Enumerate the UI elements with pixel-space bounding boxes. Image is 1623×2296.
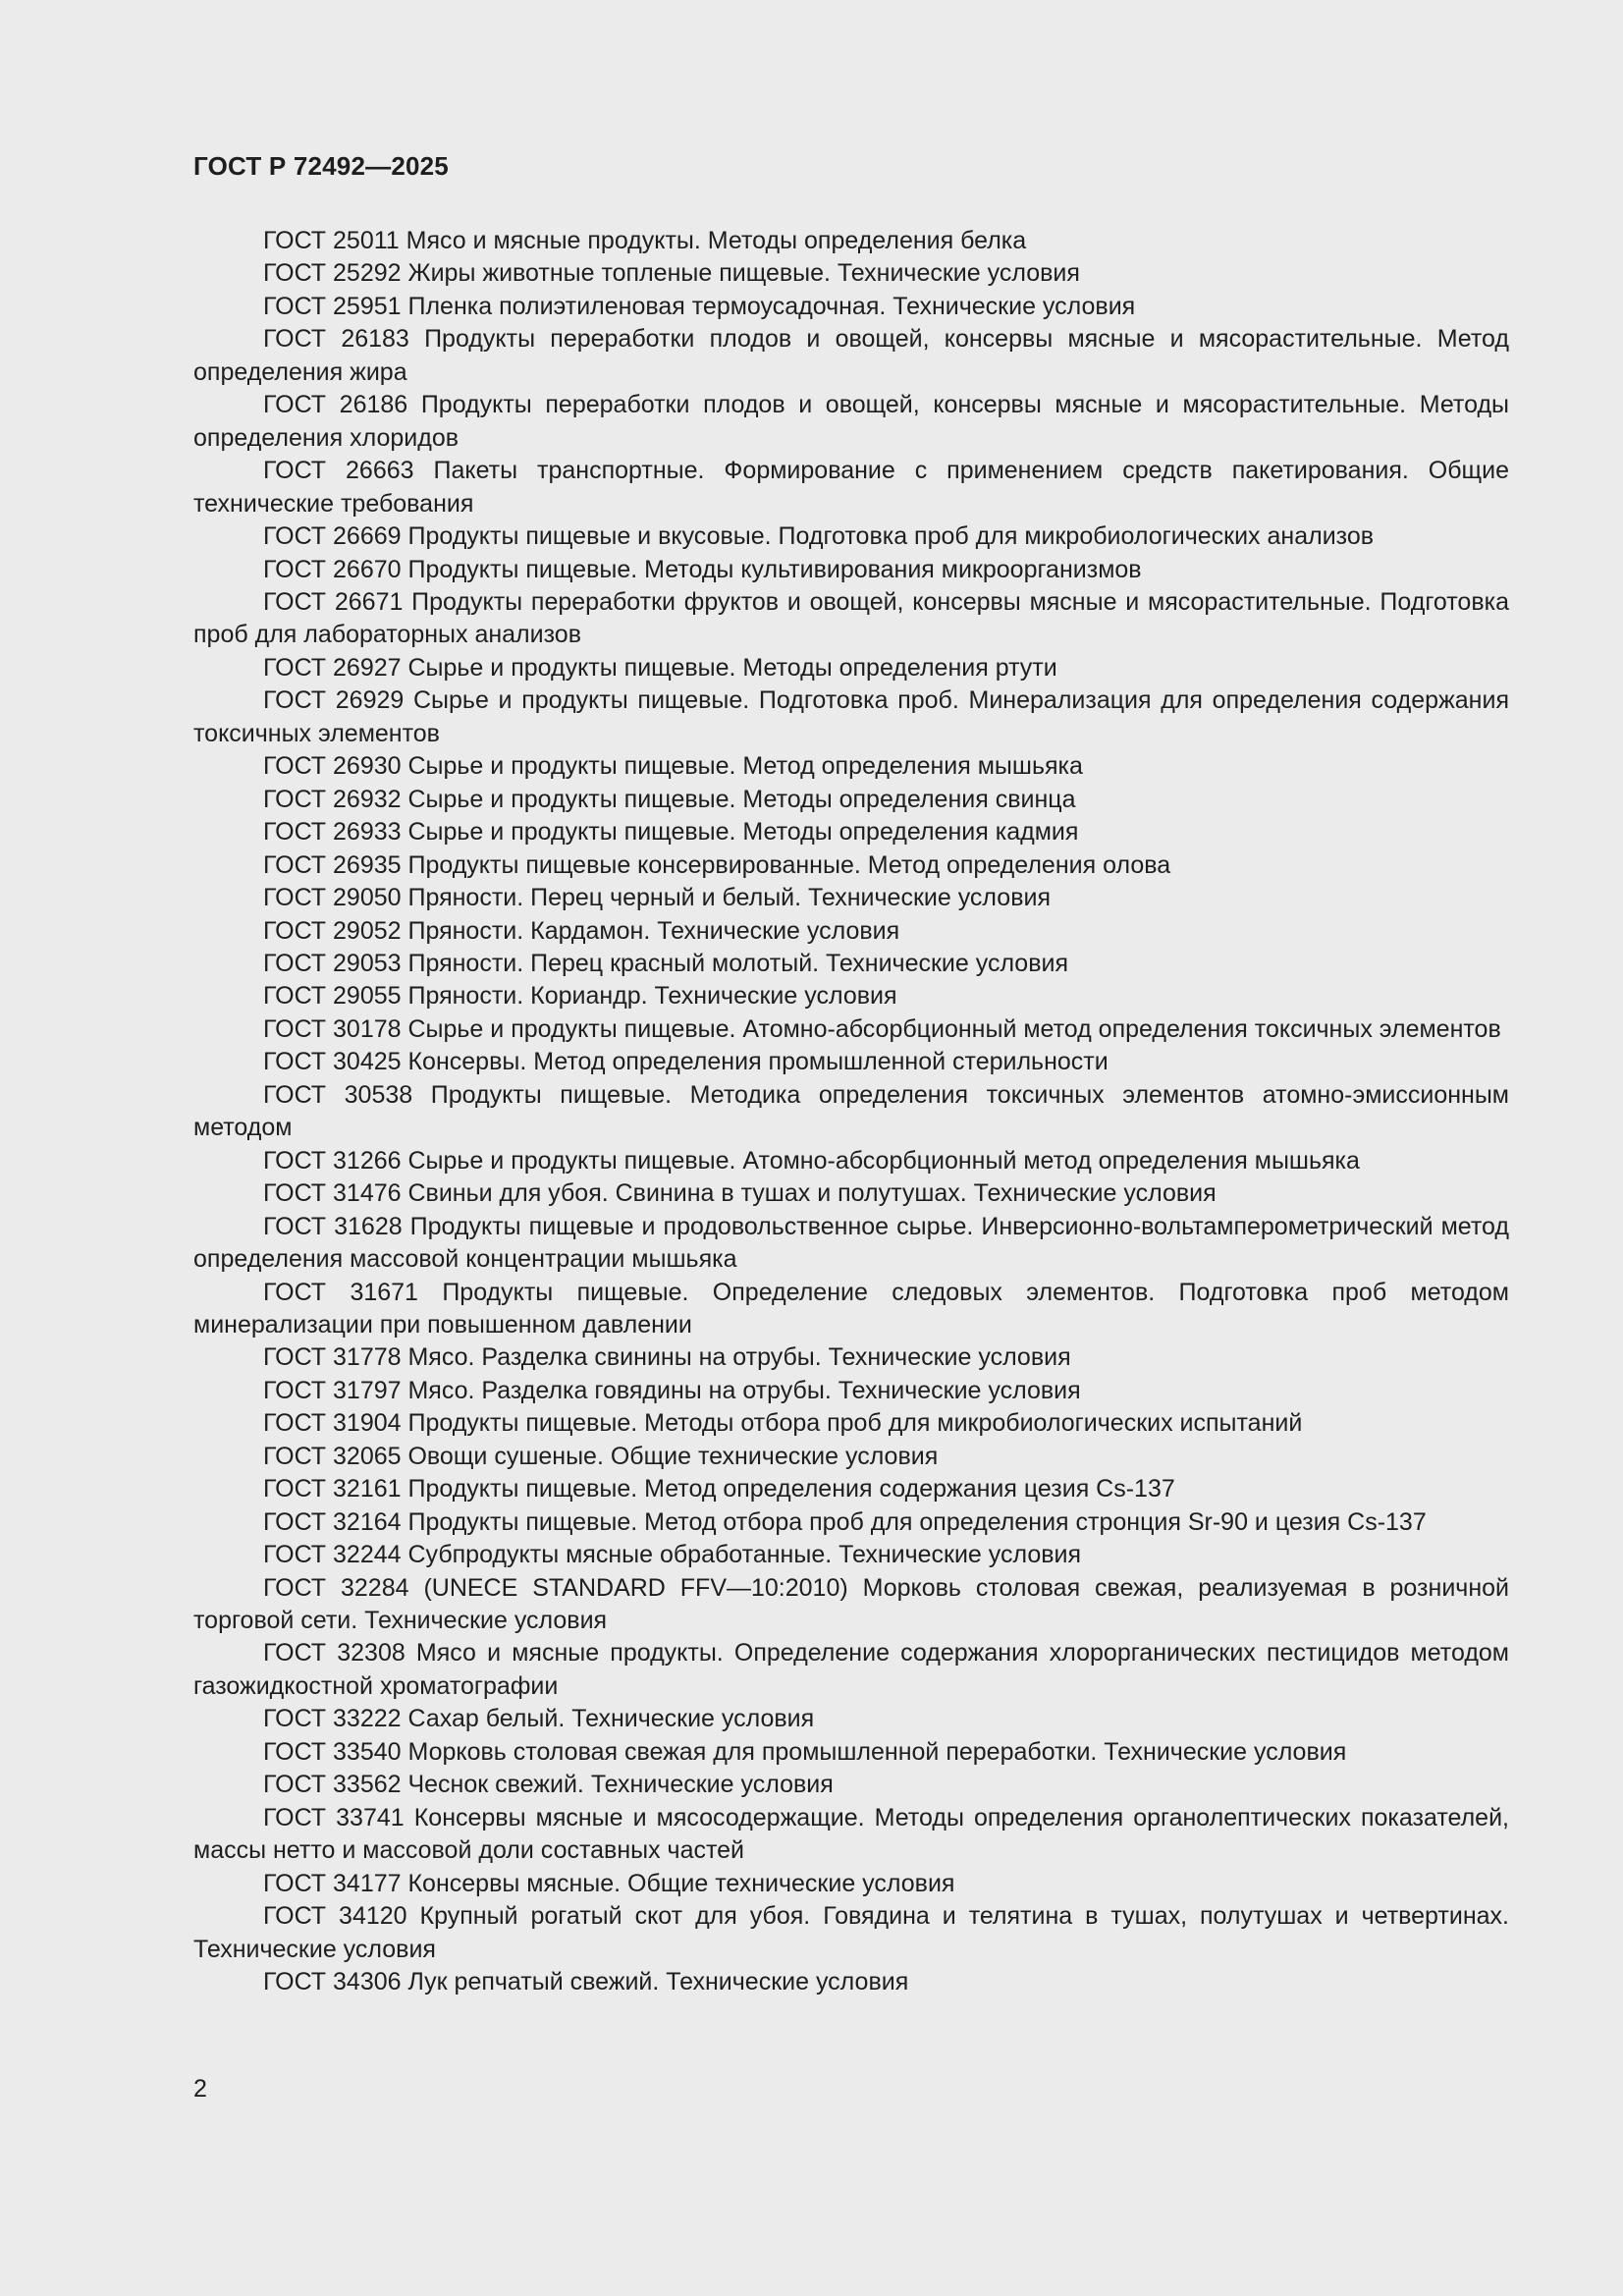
reference-item: ГОСТ 26186 Продукты переработки плодов и овощей, консервы мясные и мясорастительные. Методы определения хлоридов (193, 391, 1509, 452)
reference-item: ГОСТ 32164 Продукты пищевые. Метод отбора проб для определения стронция Sr-90 и цезия Cs-137 (263, 1507, 1427, 1536)
reference-item: ГОСТ 26663 Пакеты транспортные. Формирование с применением средств пакетирования. Общие технические требования (193, 457, 1509, 518)
reference-item: ГОСТ 30178 Сырье и продукты пищевые. Атомно-абсорбционный метод определения токсичных элементов (263, 1014, 1501, 1043)
reference-item: ГОСТ 32308 Мясо и мясные продукты. Определение содержания хлорорганических пестицидов методом газожидкостной хроматографии (193, 1639, 1509, 1700)
reference-item: ГОСТ 26933 Сырье и продукты пищевые. Методы определения кадмия (263, 818, 1079, 847)
reference-item: ГОСТ 33222 Сахар белый. Технические условия (263, 1705, 815, 1733)
reference-item: ГОСТ 31671 Продукты пищевые. Определение следовых элементов. Подготовка проб методом минерализации при повышенном давлении (193, 1278, 1509, 1339)
reference-item: ГОСТ 33540 Морковь столовая свежая для промышленной переработки. Технические условия (263, 1737, 1347, 1766)
reference-item: ГОСТ 26671 Продукты переработки фруктов и овощей, консервы мясные и мясорастительные. Подготовка проб для лабораторных анализов (193, 587, 1509, 649)
reference-item: ГОСТ 32284 (UNECE STANDARD FFV—10:2010) Морковь столовая свежая, реализуемая в розничной торговой сети. Технические условия (193, 1573, 1509, 1635)
reference-item: ГОСТ 32161 Продукты пищевые. Метод определения содержания цезия Cs-137 (263, 1475, 1175, 1503)
page-number: 2 (193, 2075, 207, 2103)
reference-item: ГОСТ 26929 Сырье и продукты пищевые. Подготовка проб. Минерализация для определения содержания токсичных элементов (193, 686, 1509, 747)
document-header-standard-id: ГОСТ Р 72492—2025 (193, 151, 449, 181)
reference-item: ГОСТ 31266 Сырье и продукты пищевые. Атомно-абсорбционный метод определения мышьяка (263, 1146, 1360, 1175)
reference-item: ГОСТ 26927 Сырье и продукты пищевые. Методы определения ртути (263, 653, 1057, 682)
reference-item: ГОСТ 25011 Мясо и мясные продукты. Методы определения белка (263, 227, 1027, 254)
reference-item: ГОСТ 31628 Продукты пищевые и продовольственное сырье. Инверсионно-вольтамперометрический метод определения массовой концентрации мышьяка (193, 1212, 1509, 1274)
normative-references-list (193, 225, 1509, 1998)
reference-item: ГОСТ 30538 Продукты пищевые. Методика определения токсичных элементов атомно-эмиссионным методом (193, 1080, 1509, 1142)
reference-item: ГОСТ 31476 Свиньи для убоя. Свинина в тушах и полутушах. Технические условия (263, 1179, 1217, 1208)
reference-item: ГОСТ 25292 Жиры животные топленые пищевые. Технические условия (263, 259, 1080, 288)
reference-item: ГОСТ 34306 Лук репчатый свежий. Технические условия (263, 1968, 909, 1996)
reference-item: ГОСТ 29052 Пряности. Кардамон. Технические условия (263, 916, 900, 945)
reference-item: ГОСТ 29050 Пряности. Перец черный и белый. Технические условия (263, 884, 1051, 912)
reference-item: ГОСТ 34177 Консервы мясные. Общие технические условия (263, 1869, 955, 1897)
reference-item: ГОСТ 31797 Мясо. Разделка говядины на отрубы. Технические условия (263, 1376, 1081, 1404)
reference-item: ГОСТ 29055 Пряности. Кориандр. Технические условия (263, 982, 897, 1011)
reference-item: ГОСТ 26670 Продукты пищевые. Методы культивирования микроорганизмов (263, 555, 1142, 583)
reference-item: ГОСТ 29053 Пряности. Перец красный молотый. Технические условия (263, 949, 1068, 977)
reference-item: ГОСТ 33741 Консервы мясные и мясосодержащие. Методы определения органолептических показателей, массы нетто и массовой доли составных частей (193, 1803, 1509, 1865)
reference-item: ГОСТ 31904 Продукты пищевые. Методы отбора проб для микробиологических испытаний (263, 1409, 1303, 1438)
reference-item: ГОСТ 26932 Сырье и продукты пищевые. Методы определения свинца (263, 785, 1076, 813)
reference-item: ГОСТ 32065 Овощи сушеные. Общие технические условия (263, 1442, 939, 1470)
reference-item: ГОСТ 26930 Сырье и продукты пищевые. Метод определения мышьяка (263, 752, 1083, 781)
reference-item: ГОСТ 33562 Чеснок свежий. Технические условия (263, 1771, 834, 1799)
reference-item: ГОСТ 26935 Продукты пищевые консервированные. Метод определения олова (263, 850, 1171, 879)
reference-item: ГОСТ 30425 Консервы. Метод определения промышленной стерильности (263, 1048, 1109, 1076)
reference-item: ГОСТ 26669 Продукты пищевые и вкусовые. Подготовка проб для микробиологических анализов (263, 522, 1375, 551)
reference-item: ГОСТ 31778 Мясо. Разделка свинины на отрубы. Технические условия (263, 1343, 1071, 1372)
reference-item: ГОСТ 25951 Пленка полиэтиленовая термоусадочная. Технические условия (263, 292, 1136, 320)
reference-item: ГОСТ 32244 Субпродукты мясные обработанные. Технические условия (263, 1541, 1082, 1569)
reference-item: ГОСТ 26183 Продукты переработки плодов и овощей, консервы мясные и мясорастительные. Метод определения жира (193, 325, 1509, 386)
reference-item: ГОСТ 34120 Крупный рогатый скот для убоя. Говядина и телятина в тушах, полутушах и четвертинах. Технические условия (193, 1902, 1509, 1963)
